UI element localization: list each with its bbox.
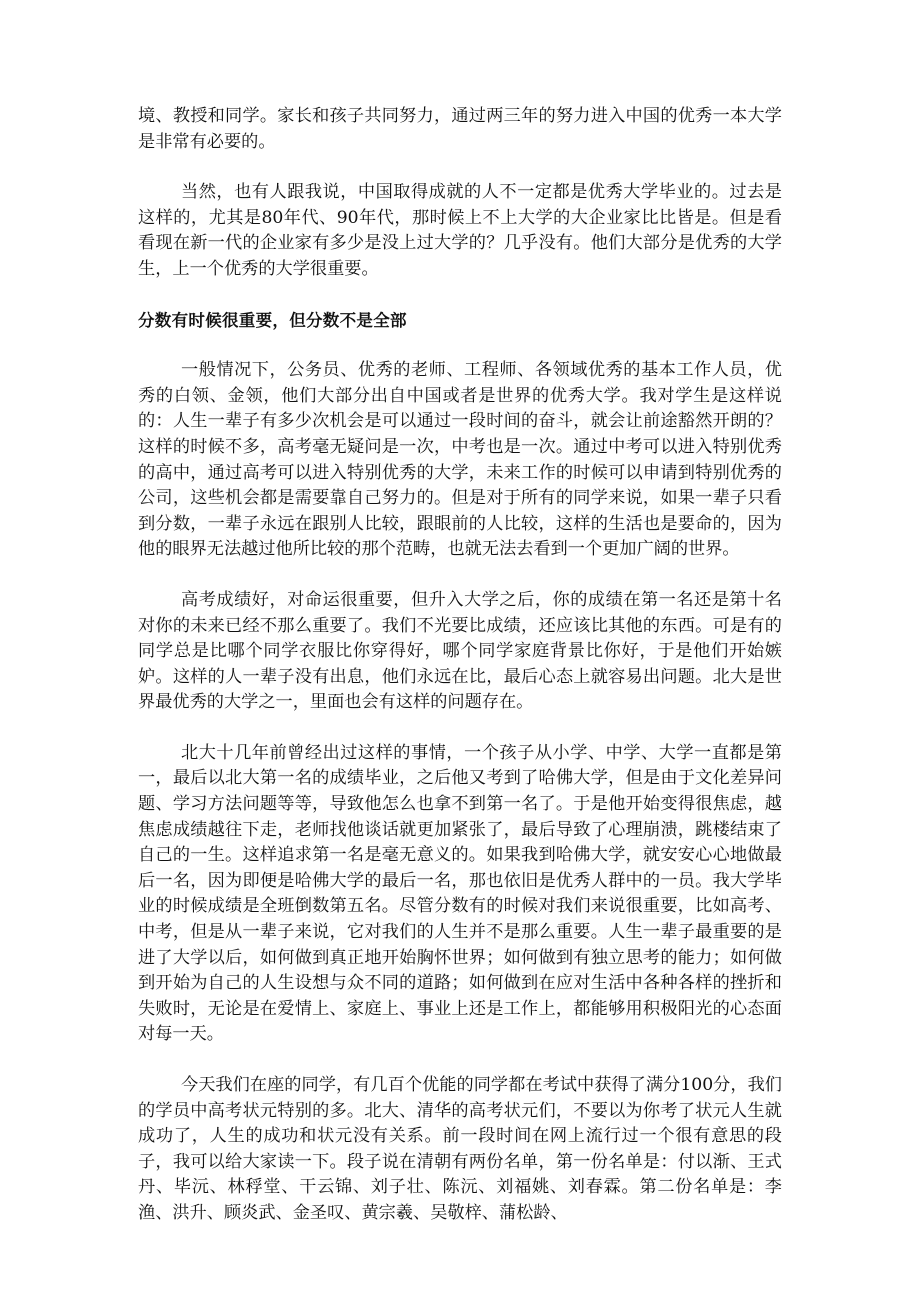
paragraph-5: 北大十几年前曾经出过这样的事情，一个孩子从小学、中学、大学一直都是第一，最后以北大第一名的成绩毕业，之后他又考到了哈佛大学，但是由于文化差异问题、学习方法问题等等，导致他怎么也拿不到第一名了。于是他开始变得很焦虑，越焦虑成绩越往下走，老师找他谈话就更加紧张了，最后导致了心理崩溃，跳楼结束了自己的一生。这样追求第一名是毫无意义的。如果我到哈佛大学，就安安心心地做最后一名，因为即便是哈佛大学的最后一名，那也依旧是优秀人群中的一员。我大学毕业的时候成绩是全班倒数第五名。尽管分数有的时候对我们来说很重要，比如高考、中考，但是从一辈子来说，它对我们的人生并不是那么重要。人生一辈子最重要的是进了大学以后，如何做到真正地开始胸怀世界；如何做到有独立思考的能力；如何做到开始为自己的人生设想与众不同的道路；如何做到在应对生活中各种各样的挫折和失败时，无论是在爱情上、家庭上、事业上还是工作上，都能够用积极阳光的心态面对每一天。 — [138, 742, 782, 1045]
paragraph-2: 当然，也有人跟我说，中国取得成就的人不一定都是优秀大学毕业的。过去是这样的，尤其是80年代、90年代，那时候上不上大学的大企业家比比皆是。但是看看现在新一代的企业家有多少是没上过大学的？几乎没有。他们大部分是优秀的大学生，上一个优秀的大学很重要。 — [138, 182, 782, 279]
paragraph-4: 高考成绩好，对命运很重要，但升入大学之后，你的成绩在第一名还是第十名对你的未来已经不那么重要了。我们不光要比成绩，还应该比其他的东西。可是有的同学总是比哪个同学衣服比你穿得好，哪个同学家庭背景比你好，于是他们开始嫉妒。这样的人一辈子没有出息，他们永远在比，最后心态上就容易出问题。北大是世界最优秀的大学之一，里面也会有这样的问题存在。 — [138, 589, 782, 713]
section-heading: 分数有时候很重要，但分数不是全部 — [138, 310, 407, 330]
document-body — [138, 104, 782, 1252]
paragraph-continued: 境、教授和同学。家长和孩子共同努力，通过两三年的努力进入中国的优秀一本大学是非常有必要的。 — [138, 106, 782, 152]
paragraph-3: 一般情况下，公务员、优秀的老师、工程师、各领域优秀的基本工作人员，优秀的白领、金领，他们大部分出自中国或者是世界的优秀大学。我对学生是这样说的：人生一辈子有多少次机会是可以通过一段时间的奋斗，就会让前途豁然开朗的？这样的时候不多，高考毫无疑问是一次，中考也是一次。通过中考可以进入特别优秀的高中，通过高考可以进入特别优秀的大学，未来工作的时候可以申请到特别优秀的公司，这些机会都是需要靠自己努力的。但是对于所有的同学来说，如果一辈子只看到分数，一辈子永远在跟别人比较，跟眼前的人比较，这样的生活也是要命的，因为他的眼界无法越过他所比较的那个范畴，也就无法去看到一个更加广阔的世界。 — [138, 360, 782, 560]
paragraph-6: 今天我们在座的同学，有几百个优能的同学都在考试中获得了满分100分，我们的学员中高考状元特别的多。北大、清华的高考状元们，不要以为你考了状元人生就成功了，人生的成功和状元没有关系。前一段时间在网上流行过一个很有意思的段子，我可以给大家读一下。段子说在清朝有两份名单，第一份名单是：付以渐、王式丹、毕沅、林稃堂、干云锦、刘子壮、陈沅、刘福姚、刘春霖。第二份名单是：李渔、洪升、顾炎武、金圣叹、黄宗羲、吴敬梓、蒲松龄、 — [138, 1075, 782, 1223]
